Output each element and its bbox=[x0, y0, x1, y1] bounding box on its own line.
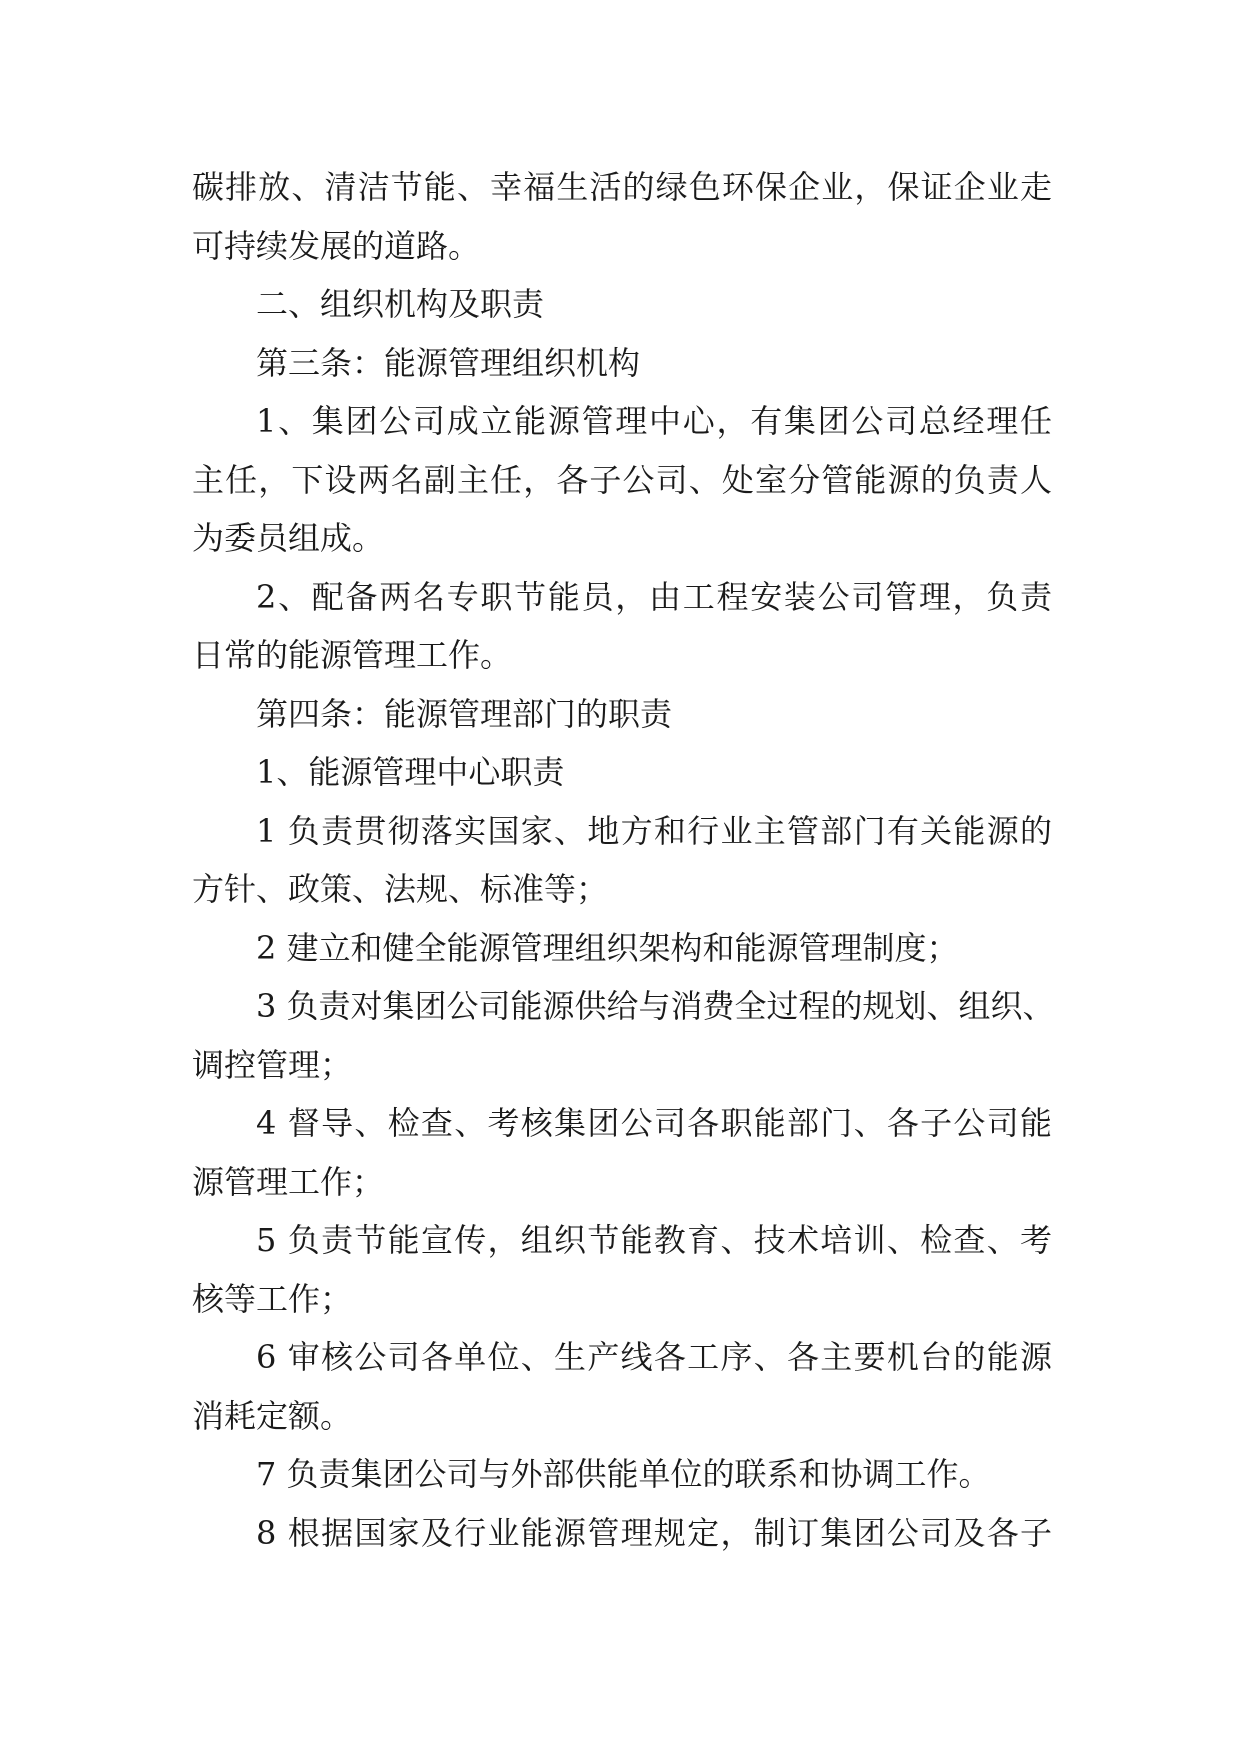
text-line-13: 方针、政策、法规、标准等； bbox=[192, 870, 609, 908]
text-line-12: 1 负责贯彻落实国家、地方和行业主管部门有关能源的 bbox=[256, 811, 1052, 850]
text-line-19: 5 负责节能宣传，组织节能教育、技术培训、检查、考 bbox=[256, 1221, 1052, 1259]
text-line-23: 7 负责集团公司与外部供能单位的联系和协调工作。 bbox=[256, 1455, 991, 1493]
text-line-14: 2 建立和健全能源管理组织架构和能源管理制度； bbox=[256, 928, 959, 967]
text-line-7: 为委员组成。 bbox=[192, 519, 385, 557]
text-line-18: 源管理工作； bbox=[192, 1162, 385, 1201]
text-line-9: 日常的能源管理工作。 bbox=[192, 636, 513, 674]
text-line-22: 消耗定额。 bbox=[192, 1396, 353, 1435]
text-line-1: 碳排放、清洁节能、幸福生活的绿色环保企业，保证企业走 bbox=[192, 168, 1052, 206]
text-line-17: 4 督导、检查、考核集团公司各职能部门、各子公司能 bbox=[256, 1104, 1052, 1142]
text-line-15: 3 负责对集团公司能源供给与消费全过程的规划、组织、 bbox=[256, 987, 1055, 1025]
article-three-heading: 第三条：能源管理组织机构 bbox=[256, 343, 641, 382]
section-heading-organization: 二、组织机构及职责 bbox=[256, 285, 545, 323]
text-line-20: 核等工作； bbox=[192, 1279, 353, 1318]
text-line-16: 调控管理； bbox=[192, 1045, 353, 1084]
text-line-21: 6 审核公司各单位、生产线各工序、各主要机台的能源 bbox=[256, 1338, 1052, 1376]
article-four-heading: 第四条：能源管理部门的职责 bbox=[256, 694, 673, 733]
document-body bbox=[192, 158, 1055, 1562]
text-line-6: 主任，下设两名副主任，各子公司、处室分管能源的负责人 bbox=[192, 460, 1052, 499]
text-line-8: 2、配备两名专职节能员，由工程安装公司管理，负责 bbox=[256, 577, 1052, 616]
subsection-heading-center-duties: 1、能源管理中心职责 bbox=[256, 753, 565, 791]
text-line-24: 8 根据国家及行业能源管理规定，制订集团公司及各子 bbox=[256, 1513, 1052, 1552]
text-line-5: 1、集团公司成立能源管理中心，有集团公司总经理任 bbox=[256, 402, 1052, 440]
text-line-2: 可持续发展的道路。 bbox=[192, 226, 481, 265]
